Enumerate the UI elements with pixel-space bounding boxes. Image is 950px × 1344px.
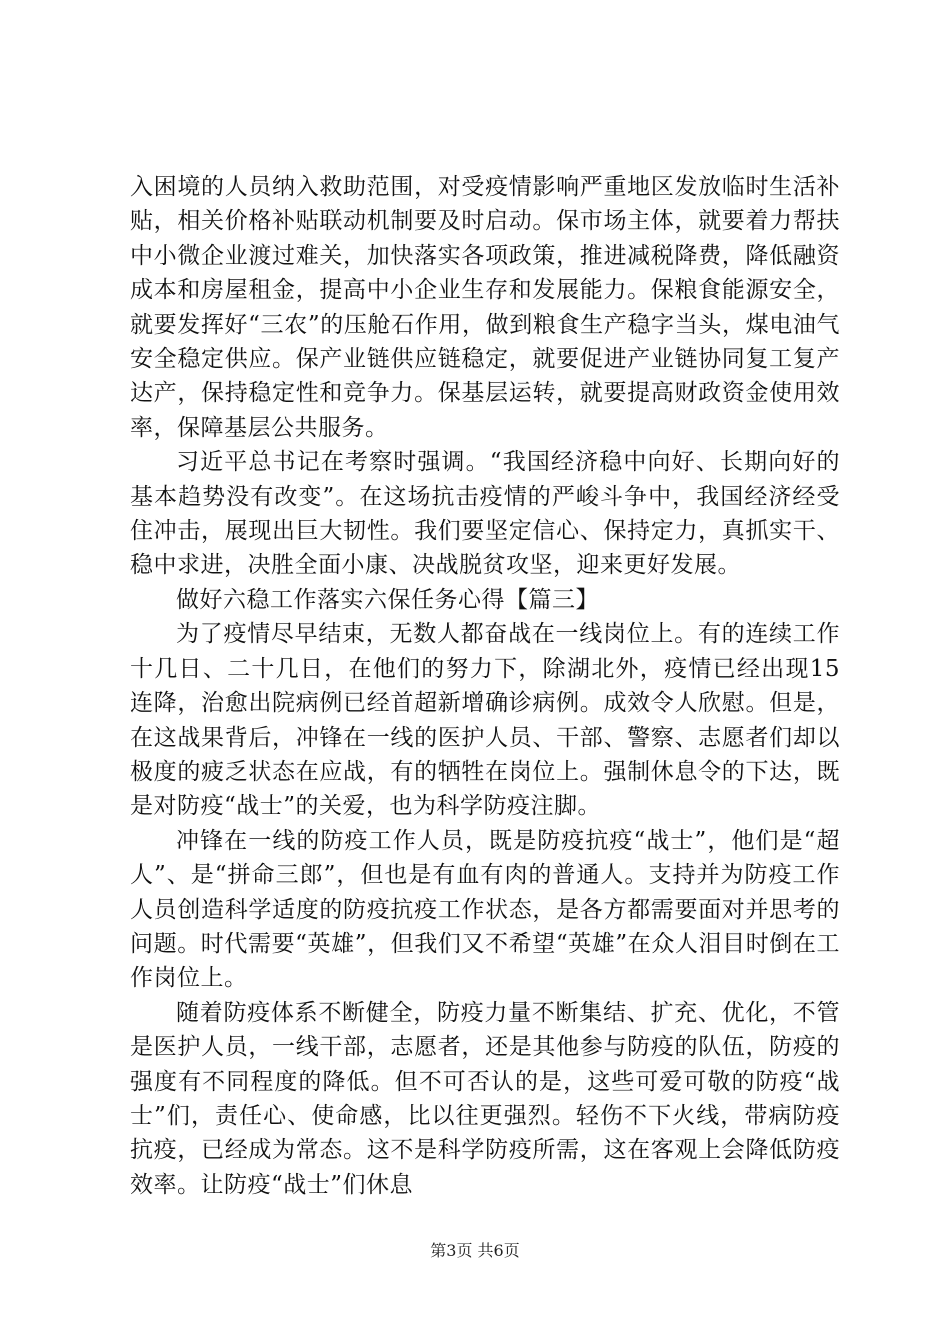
section-paragraph-2: 冲锋在一线的防疫工作人员，既是防疫抗疫“战士”，他们是“超人”、是“拼命三郎”，但也是有血有肉的普通人。支持并为防疫工作人员创造科学适度的防疫抗疫工作状态，是各方都需要面对并思考的问题。时代需要“英雄”，但我们又不希望“英雄”在众人泪目时倒在工作岗位上。: [130, 827, 840, 992]
document-body: [130, 170, 840, 1202]
paragraph-2: 习近平总书记在考察时强调。“我国经济稳中向好、长期向好的基本趋势没有改变”。在这场抗击疫情的严峻斗争中，我国经济经受住冲击，展现出巨大韧性。我们要坚定信心、保持定力，真抓实干、稳中求进，决胜全面小康、决战脱贫攻坚，迎来更好发展。: [130, 449, 840, 579]
page-footer: 第3页 共6页: [430, 1241, 520, 1260]
section-paragraph-1: 为了疫情尽早结束，无数人都奋战在一线岗位上。有的连续工作十几日、二十几日，在他们的努力下，除湖北外，疫情已经出现15连降，治愈出院病例已经首超新增确诊病例。成效令人欣慰。但是，在这战果背后，冲锋在一线的医护人员、干部、警察、志愿者们却以极度的疲乏状态在应战，有的牺牲在岗位上。强制休息令的下达，既是对防疫“战士”的关爱，也为科学防疫注脚。: [130, 621, 840, 820]
section-paragraph-3: 随着防疫体系不断健全，防疫力量不断集结、扩充、优化，不管是医护人员，一线干部，志愿者，还是其他参与防疫的队伍，防疫的强度有不同程度的降低。但不可否认的是，这些可爱可敬的防疫“战士”们，责任心、使命感，比以往更强烈。轻伤不下火线，带病防疫抗疫，已经成为常态。这不是科学防疫所需，这在客观上会降低防疫效率。让防疫“战士”们休息: [130, 999, 840, 1198]
paragraph-1: 入困境的人员纳入救助范围，对受疫情影响严重地区发放临时生活补贴，相关价格补贴联动机制要及时启动。保市场主体，就要着力帮扶中小微企业渡过难关，加快落实各项政策，推进减税降费，降低融资成本和房屋租金，提高中小企业生存和发展能力。保粮食能源安全，就要发挥好“三农”的压舱石作用，做到粮食生产稳字当头，煤电油气安全稳定供应。保产业链供应链稳定，就要促进产业链协同复工复产达产，保持稳定性和竞争力。保基层运转，就要提高财政资金使用效率，保障基层公共服务。: [130, 174, 840, 441]
section-heading: 做好六稳工作落实六保任务心得【篇三】: [176, 586, 599, 613]
